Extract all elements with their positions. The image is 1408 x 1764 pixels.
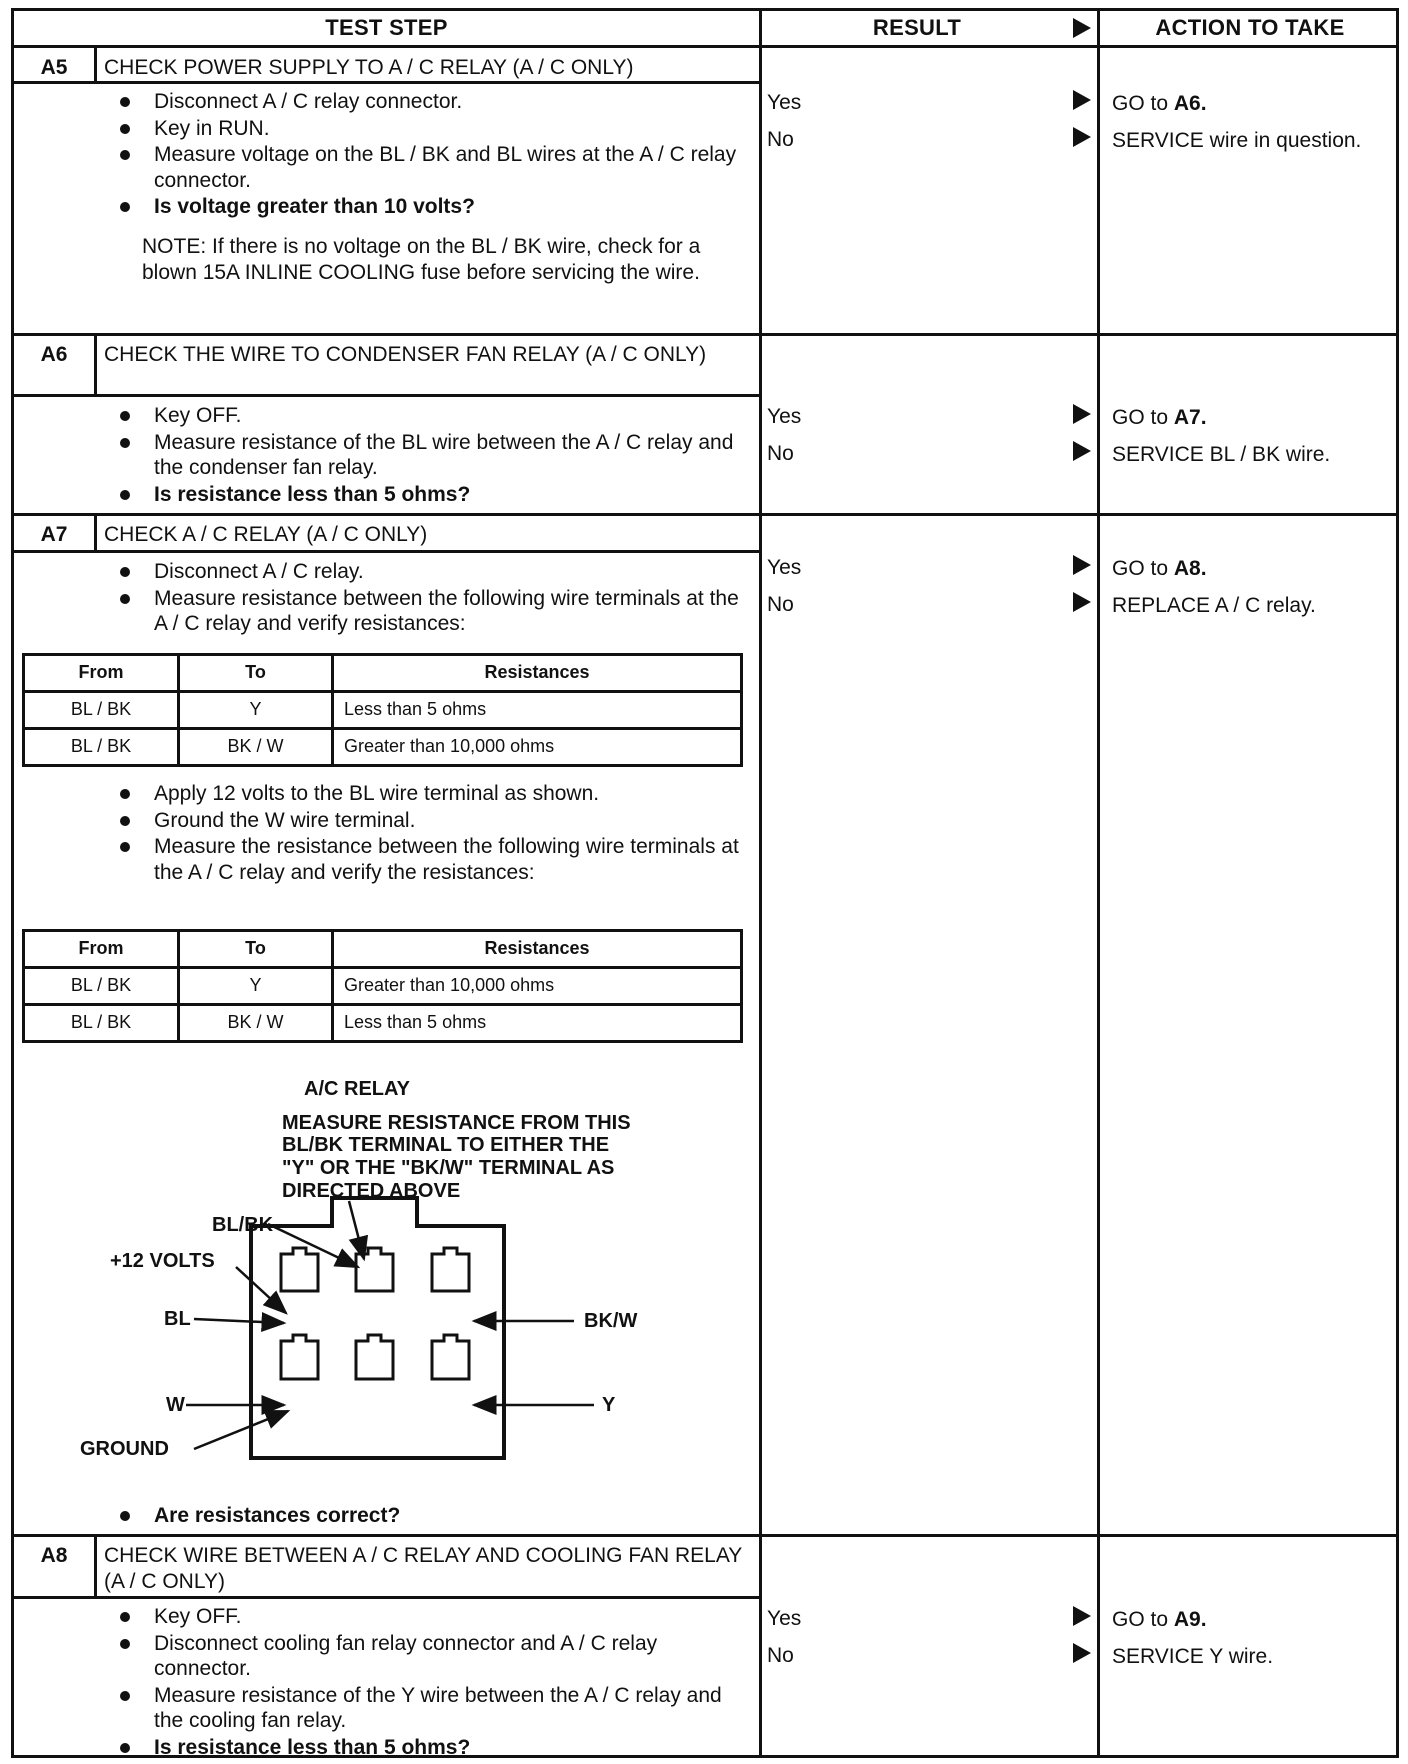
action-target: A7. — [1173, 406, 1207, 429]
arrow-icon — [1073, 555, 1091, 575]
action-prefix: GO to — [1112, 1608, 1174, 1631]
table-cell: BL / BK — [24, 1005, 179, 1042]
step-a5-note: NOTE: If there is no voltage on the BL / BK wire, check for a blown 15A INLINE COOLING fuse before servicing the wire. — [142, 235, 701, 284]
step-title-a8: CHECK WIRE BETWEEN A / C RELAY AND COOLING FAN RELAY (A / C ONLY) — [104, 1544, 742, 1593]
step-a7-bullets-2 — [104, 781, 744, 886]
action-yes-a5 — [1112, 91, 1392, 117]
header-arrow-icon — [1073, 18, 1091, 38]
table-row — [24, 729, 742, 766]
column-divider-result — [759, 11, 762, 1755]
header-result: RESULT — [872, 14, 962, 40]
step-id-divider — [94, 45, 97, 82]
table-cell: Less than 5 ohms — [333, 692, 742, 729]
terminal-bkw — [432, 1248, 469, 1291]
leader-ground — [194, 1411, 288, 1449]
table-header-row — [24, 931, 742, 968]
connector-body — [251, 1198, 504, 1458]
step-id-a8: A8 — [40, 1544, 68, 1567]
list-item: Measure the resistance between the following wire terminals at the A / C relay and verify the resistances: — [104, 834, 744, 885]
step-title-rule — [14, 550, 759, 553]
table-row — [24, 692, 742, 729]
step-a5-bullets — [104, 89, 744, 221]
arrow-icon — [1073, 592, 1091, 612]
table-header: From — [24, 655, 179, 692]
action-prefix: GO to — [1112, 406, 1174, 429]
arrow-icon — [1073, 1643, 1091, 1663]
action-no-a6: SERVICE BL / BK wire. — [1112, 443, 1331, 466]
action-no-a8: SERVICE Y wire. — [1112, 1645, 1274, 1668]
table-cell: BL / BK — [24, 968, 179, 1005]
label-w: W — [166, 1394, 185, 1416]
result-yes-a8: Yes — [767, 1607, 802, 1630]
terminal-y — [432, 1335, 469, 1379]
label-ground: GROUND — [80, 1438, 169, 1460]
diagram-callout-line: BL/BK TERMINAL TO EITHER THE — [282, 1134, 610, 1156]
header-test-step: TEST STEP — [325, 14, 448, 40]
table-header: From — [24, 931, 179, 968]
step-divider — [14, 333, 1396, 336]
table-cell: Y — [179, 968, 333, 1005]
step-title-rule — [14, 81, 759, 84]
arrow-icon — [1073, 1606, 1091, 1626]
terminal-w — [281, 1335, 318, 1379]
action-prefix: GO to — [1112, 92, 1174, 115]
step-a8-bullets — [104, 1604, 744, 1762]
action-no-a7: REPLACE A / C relay. — [1112, 594, 1316, 617]
list-item: Disconnect A / C relay connector. — [104, 89, 744, 115]
leader-bl — [194, 1319, 284, 1323]
list-item: Ground the W wire terminal. — [104, 808, 744, 834]
table-header: Resistances — [333, 655, 742, 692]
list-item: Measure voltage on the BL / BK and BL wires at the A / C relay connector. — [104, 142, 744, 193]
table-cell: Less than 5 ohms — [333, 1005, 742, 1042]
diagram-callout-line: MEASURE RESISTANCE FROM THIS — [282, 1112, 631, 1134]
result-no-a7: No — [767, 593, 794, 616]
arrow-icon — [1073, 441, 1091, 461]
step-title-a5: CHECK POWER SUPPLY TO A / C RELAY (A / C ONLY) — [104, 56, 634, 79]
label-blbk: BL/BK — [212, 1214, 274, 1236]
label-bl: BL — [164, 1308, 191, 1330]
result-no-a6: No — [767, 442, 794, 465]
step-id-divider — [94, 1534, 97, 1597]
step-title-rule — [14, 394, 759, 397]
table-cell: BL / BK — [24, 692, 179, 729]
action-yes-a8 — [1112, 1607, 1392, 1633]
table-cell: Greater than 10,000 ohms — [333, 968, 742, 1005]
list-item: Disconnect cooling fan relay connector and A / C relay connector. — [104, 1631, 744, 1682]
leader-12v — [236, 1267, 286, 1313]
step-divider — [14, 1534, 1396, 1537]
action-yes-a7 — [1112, 556, 1392, 582]
step-a6-bullets — [104, 403, 744, 508]
result-no-a8: No — [767, 1644, 794, 1667]
table-row — [24, 968, 742, 1005]
step-id-a6: A6 — [40, 343, 68, 366]
list-item: Apply 12 volts to the BL wire terminal as shown. — [104, 781, 744, 807]
step-divider — [14, 513, 1396, 516]
table-cell: BL / BK — [24, 729, 179, 766]
table-cell: Greater than 10,000 ohms — [333, 729, 742, 766]
callout-leader — [349, 1201, 364, 1259]
table-header: Resistances — [333, 931, 742, 968]
list-item-question: Are resistances correct? — [104, 1503, 744, 1529]
arrow-icon — [1073, 90, 1091, 110]
action-no-a5: SERVICE wire in question. — [1112, 129, 1362, 152]
header-action: ACTION TO TAKE — [1155, 14, 1345, 40]
result-no-a5: No — [767, 128, 794, 151]
arrow-icon — [1073, 127, 1091, 147]
terminal-empty — [356, 1335, 393, 1379]
table-cell: BK / W — [179, 1005, 333, 1042]
action-target: A6. — [1173, 92, 1207, 115]
table-cell: BK / W — [179, 729, 333, 766]
result-yes-a7: Yes — [767, 556, 802, 579]
action-target: A9. — [1173, 1608, 1207, 1631]
step-a7-bullets-3 — [104, 1503, 744, 1530]
list-item: Measure resistance between the following wire terminals at the A / C relay and verify resistances: — [104, 586, 744, 637]
diagram-title: A/C RELAY — [304, 1078, 410, 1100]
step-title-rule — [14, 1596, 759, 1599]
list-item-question: Is voltage greater than 10 volts? — [104, 194, 744, 220]
step-id-divider — [94, 513, 97, 551]
step-id-a5: A5 — [40, 56, 68, 79]
action-prefix: GO to — [1112, 557, 1174, 580]
list-item: Measure resistance of the BL wire between the A / C relay and the condenser fan relay. — [104, 430, 744, 481]
result-yes-a6: Yes — [767, 405, 802, 428]
diagram-callout-line: DIRECTED ABOVE — [282, 1180, 461, 1202]
ac-relay-diagram — [14, 1071, 759, 1491]
terminal-bl — [281, 1248, 318, 1291]
list-item-question: Is resistance less than 5 ohms? — [104, 1735, 744, 1761]
list-item-question: Is resistance less than 5 ohms? — [104, 482, 744, 508]
label-12v: +12 VOLTS — [110, 1250, 215, 1272]
resistance-table-2 — [22, 929, 743, 1043]
result-yes-a5: Yes — [767, 91, 802, 114]
list-item: Disconnect A / C relay. — [104, 559, 744, 585]
step-title-a6: CHECK THE WIRE TO CONDENSER FAN RELAY (A / C ONLY) — [104, 343, 707, 366]
list-item: Key OFF. — [104, 403, 744, 429]
action-yes-a6 — [1112, 405, 1392, 431]
arrow-icon — [1073, 404, 1091, 424]
column-divider-action — [1097, 11, 1100, 1755]
table-cell: Y — [179, 692, 333, 729]
step-title-a7: CHECK A / C RELAY (A / C ONLY) — [104, 523, 428, 546]
list-item: Key OFF. — [104, 1604, 744, 1630]
step-a7-bullets-1 — [104, 559, 744, 638]
action-target: A8. — [1173, 557, 1207, 580]
label-y: Y — [602, 1394, 616, 1416]
diagram-callout-line: "Y" OR THE "BK/W" TERMINAL AS — [282, 1157, 615, 1179]
label-bkw: BK/W — [584, 1310, 638, 1332]
table-header: To — [179, 931, 333, 968]
table-row — [24, 1005, 742, 1042]
table-header-row — [24, 655, 742, 692]
step-id-a7: A7 — [40, 523, 68, 546]
list-item: Measure resistance of the Y wire between the A / C relay and the cooling fan relay. — [104, 1683, 744, 1734]
resistance-table-1 — [22, 653, 743, 767]
step-id-divider — [94, 333, 97, 395]
diagnostic-table — [11, 8, 1399, 1758]
table-header: To — [179, 655, 333, 692]
list-item: Key in RUN. — [104, 116, 744, 142]
header-divider — [14, 45, 1396, 48]
